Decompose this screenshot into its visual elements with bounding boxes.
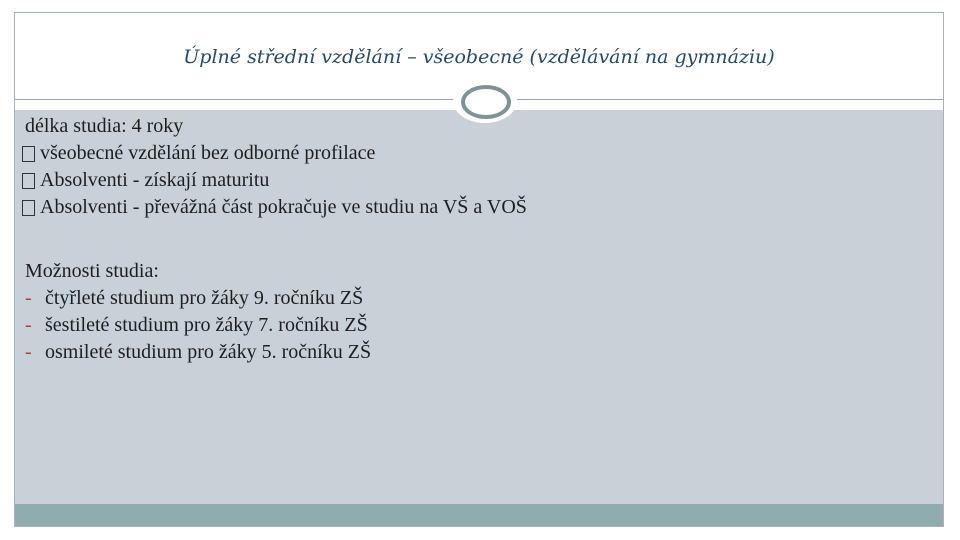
option-text: osmileté studium pro žáky 5. ročníku ZŠ xyxy=(45,341,372,363)
option-text: šestileté studium pro žáky 7. ročníku ZŠ xyxy=(45,314,368,336)
option-list-item xyxy=(25,285,905,312)
option-text: čtyřleté studium pro žáky 9. ročníku ZŠ xyxy=(45,287,364,309)
checkbox-item-text: Absolventi - převážná část pokračuje ve studiu na VŠ a VOŠ xyxy=(40,196,527,218)
checkbox-bullet-icon xyxy=(22,200,35,216)
option-list-item xyxy=(25,339,905,366)
checkbox-bullet-icon xyxy=(22,173,35,189)
intro-line xyxy=(25,113,905,140)
option-list-item xyxy=(25,312,905,339)
slide-title: Úplné střední vzdělání – všeobecné (vzdělávání na gymnáziu) xyxy=(183,46,775,68)
intro-text: délka studia: 4 roky xyxy=(25,115,184,137)
options-heading: Možnosti studia: xyxy=(25,260,159,282)
slide-body xyxy=(25,113,905,366)
checkbox-list-item xyxy=(25,194,905,221)
checkbox-bullet-icon xyxy=(22,146,35,162)
checkbox-list-item xyxy=(25,140,905,167)
footer-band xyxy=(15,504,943,526)
checkbox-list-item xyxy=(25,167,905,194)
checkbox-item-text: Absolventi - získají maturitu xyxy=(40,169,270,191)
dash-bullet: - xyxy=(25,314,32,336)
options-heading-line xyxy=(25,258,905,285)
dash-bullet: - xyxy=(25,287,32,309)
dash-bullet: - xyxy=(25,341,32,363)
checkbox-item-text: všeobecné vzdělání bez odborné profilace xyxy=(40,142,376,164)
